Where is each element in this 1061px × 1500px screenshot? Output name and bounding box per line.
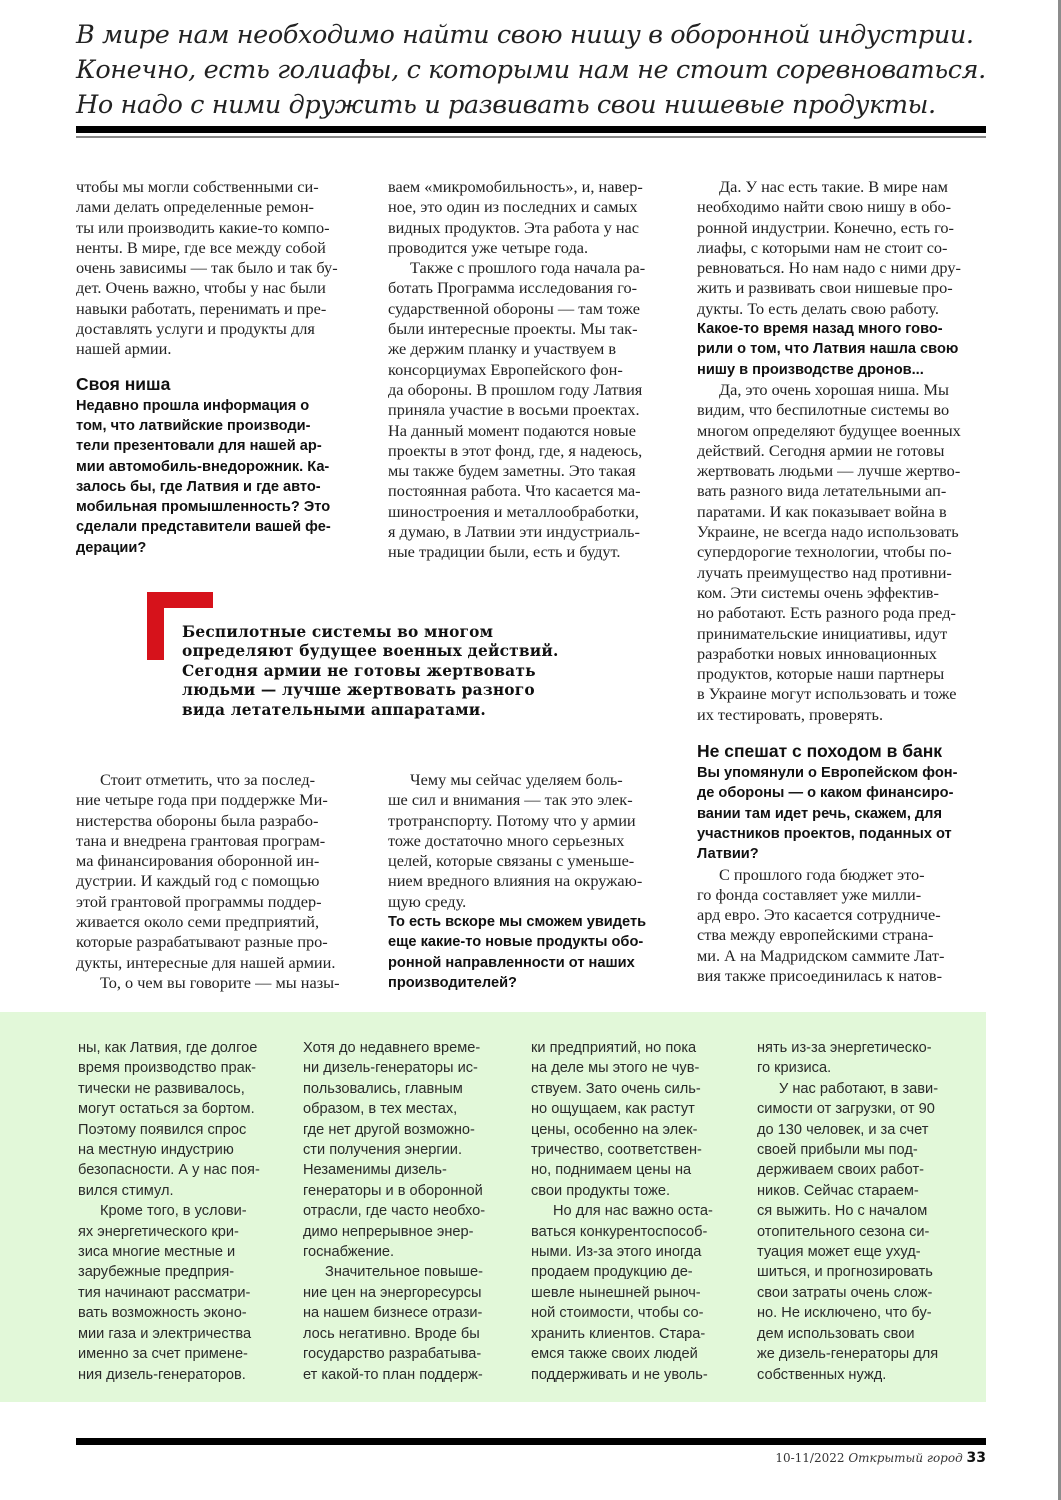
column-2-top — [388, 177, 678, 563]
sidebar-column-3 — [531, 1038, 741, 1385]
text-line: туация может еще ухуд- — [757, 1244, 921, 1261]
text-line: государство разрабатыва- — [303, 1346, 482, 1363]
text-line: нишу в производстве дронов... — [697, 361, 924, 378]
text-line: Также с прошлого года начала ра- — [410, 258, 646, 278]
page-number: 33 — [966, 1450, 986, 1466]
text-line: жить и развивать свои нишевые про- — [697, 278, 953, 298]
text-line: ваться конкурентоспособ- — [531, 1223, 708, 1240]
column-1-bottom — [76, 770, 366, 993]
sidebar-column-2 — [303, 1038, 513, 1385]
text-line: ными. Из-за этого иногда — [531, 1244, 702, 1261]
text-line: свои затраты очень слож- — [757, 1284, 933, 1301]
text-line: Хотя до недавнего време- — [303, 1040, 481, 1056]
text-line: ше сил и внимания — так это элек- — [388, 790, 633, 810]
paragraph — [697, 380, 989, 725]
text-line: которые разрабатывают разные про- — [76, 932, 328, 952]
text-line: симости от загрузки, от 90 — [757, 1101, 935, 1118]
text-line: тия начинают рассматри- — [78, 1284, 251, 1301]
text-line: ные традиции были, есть и будут. — [388, 542, 621, 562]
text-line: мы также будем заметны. Это такая — [388, 461, 636, 481]
text-line: С прошлого года бюджет это- — [719, 864, 925, 884]
text-line: участников проектов, поданных от — [697, 825, 952, 842]
text-line: ронной направленности от наших — [388, 954, 635, 971]
paragraph — [531, 1201, 741, 1385]
text-line: доставлять услуги и продукты для — [76, 319, 315, 339]
text-line: тана и внедрена грантовая програм- — [76, 830, 326, 850]
text-line: Значительное повыше- — [325, 1264, 483, 1281]
text-line: консорциумах Европейского фон- — [388, 359, 623, 379]
text-line: тротранспорту. Потому что у армии — [388, 810, 636, 830]
footer-rule — [76, 1438, 986, 1445]
paragraph — [757, 1079, 972, 1385]
text-line: ненты. В мире, где все между собой — [76, 237, 326, 257]
text-line: именно за счет примене- — [78, 1346, 248, 1363]
text-line: цены, особенно на элек- — [531, 1121, 698, 1138]
text-line: но работают. Есть разного рода пред- — [697, 603, 956, 623]
pullquote-line: определяют будущее военных действий. — [182, 642, 559, 661]
text-line: необходимо найти свою нишу в обо- — [697, 197, 952, 217]
text-line: ревноваться. Но нам надо с ними дру- — [697, 258, 961, 278]
text-line: лучать преимущество над противни- — [697, 562, 952, 582]
text-line: чтобы мы могли собственными си- — [76, 177, 319, 196]
text-line: вать возможность эконо- — [78, 1305, 247, 1322]
text-line: То есть вскоре мы сможем увидеть — [388, 914, 647, 931]
column-2-bottom — [388, 770, 678, 993]
text-line: ние четыре года при поддержке Ми- — [76, 790, 328, 810]
text-line: на местную индустрию — [78, 1142, 234, 1159]
text-line: шевле нынешней рыноч- — [531, 1284, 701, 1301]
text-line: но ощущаем, как растут — [531, 1101, 695, 1118]
header-quote-line: Но надо с ними дружить и развивать свои нишевые продукты. — [76, 90, 936, 120]
text-line: проводится уже четыре года. — [388, 237, 589, 257]
text-line: том, что латвийские производи- — [76, 417, 311, 434]
header-rule-thin — [76, 136, 986, 138]
text-line: ное, это один из последних и самых — [388, 197, 638, 217]
text-line: еще какие-то новые продукты обо- — [388, 934, 644, 951]
text-line: Вы упомянули о Европейском фон- — [697, 765, 958, 782]
text-line: Латвии? — [697, 846, 759, 863]
pullquote-line: вида летательными аппаратами. — [182, 700, 486, 719]
text-line: пользовались, главным — [303, 1080, 463, 1097]
text-line: ни дизель-генераторы ис- — [303, 1060, 478, 1077]
text-line: ард евро. Это касается сотрудниче- — [697, 905, 941, 925]
text-line: дукты, интересные для нашей армии. — [76, 952, 336, 972]
text-line: ной стоимости, чтобы со- — [531, 1305, 704, 1322]
paragraph — [697, 177, 989, 319]
text-line: залось бы, где Латвия и где авто- — [76, 478, 321, 495]
issue-date: 10-11/2022 — [775, 1451, 845, 1465]
paragraph — [78, 1201, 288, 1385]
text-line: видим, что беспилотные системы во — [697, 400, 950, 420]
text-line: сударственной обороны — там тоже — [388, 298, 641, 318]
text-line: лиафы, с которыми нам не стоит со- — [697, 237, 948, 257]
text-line: постоянная работа. Что касается ма- — [388, 481, 641, 501]
text-line: ников. Сейчас стараем- — [757, 1182, 919, 1199]
text-line: вия также присоединилась к натов- — [697, 965, 943, 985]
interview-question — [697, 763, 989, 864]
subheading-not-rushing-to-bank: Не спешат с походом в банк — [697, 741, 943, 762]
text-line: же дизель-генераторы для — [757, 1346, 939, 1363]
text-line: сделали представители вашей фе- — [76, 519, 331, 536]
text-line: где нет другой возможно- — [303, 1121, 475, 1138]
paragraph — [78, 1038, 288, 1201]
text-line: я думаю, в Латвии эти индустриаль- — [388, 522, 640, 542]
text-line: могут остаться за бортом. — [78, 1101, 255, 1118]
text-line: емся также своих людей — [531, 1346, 698, 1363]
text-line: безопасности. А у нас поя- — [78, 1162, 260, 1179]
text-line: ны, как Латвия, где долгое — [78, 1040, 258, 1056]
text-line: этой грантовой программы поддер- — [76, 891, 322, 911]
text-line: нашей армии. — [76, 339, 172, 359]
pullquote-line: людьми — лучше жертвовать разного — [182, 681, 535, 700]
text-line: разработки новых инновационных — [697, 643, 937, 663]
text-line: до 130 человек, и за счет — [757, 1121, 929, 1138]
column-3 — [697, 177, 989, 986]
paragraph — [757, 1038, 972, 1079]
text-line: щую среду. — [388, 891, 467, 911]
text-line: производителей? — [388, 974, 517, 991]
text-line: продуктов, которые наши партнеры — [697, 664, 945, 684]
pullquote-bracket-icon — [147, 592, 164, 660]
text-line: очень зависимы — так было и так бу- — [76, 258, 338, 278]
text-line: мии газа и электричества — [78, 1325, 252, 1342]
text-line: навыки работать, перенимать и пре- — [76, 298, 327, 318]
pullquote — [182, 623, 622, 720]
text-line: шиностроения и металлообработки, — [388, 501, 639, 521]
text-line: дукты. То есть делать свою работу. — [697, 298, 939, 318]
text-line: жертвовать людьми — лучше жертво- — [697, 461, 961, 481]
text-line: де обороны — о каком финансиро- — [697, 785, 954, 802]
text-line: Недавно прошла информация о — [76, 397, 310, 414]
text-line: сти получения энергии. — [303, 1142, 463, 1159]
text-line: На данный момент подаются новые — [388, 420, 636, 440]
text-line: мии автомобиль-внедорожник. Ка- — [76, 458, 330, 475]
header-rule-thick — [76, 126, 986, 133]
text-line: Да. У нас есть такие. В мире нам — [719, 177, 948, 196]
text-line: Незаменимы дизель- — [303, 1162, 447, 1179]
text-line: Какое-то время назад много гово- — [697, 321, 943, 338]
text-line: тели презентовали для нашей ар- — [76, 438, 322, 455]
text-line: вать разного вида летательными ап- — [697, 481, 947, 501]
text-line: на деле мы этого не чув- — [531, 1060, 700, 1077]
text-line: ботать Программа исследования го- — [388, 278, 638, 298]
text-line: рили о том, что Латвия нашла свою — [697, 341, 959, 358]
text-line: ком. Эти системы очень эффектив- — [697, 582, 939, 602]
text-line: тоже достаточно много серьезных — [388, 830, 625, 850]
text-line: супердорогие технологии, чтобы по- — [697, 542, 952, 562]
interview-question — [76, 396, 366, 558]
text-line: Стоит отметить, что за послед- — [100, 770, 316, 789]
text-line: своей прибыли мы под- — [757, 1142, 918, 1159]
text-line: зарубежные предприя- — [78, 1264, 235, 1281]
text-line: их тестировать, проверять. — [697, 704, 884, 724]
pullquote-line: Беспилотные системы во многом — [182, 623, 494, 641]
text-line: хранить клиентов. Стара- — [531, 1325, 706, 1342]
text-line: были интересные проекты. Мы так- — [388, 319, 638, 339]
text-line: же держим планку и участвуем в — [388, 339, 617, 359]
text-line: Чему мы сейчас уделяем боль- — [410, 770, 623, 789]
text-line: многом определяют будущее военных — [697, 420, 961, 440]
text-line: свои продукты тоже. — [531, 1182, 671, 1199]
text-line: ми. А на Мадридском саммите Лат- — [697, 945, 945, 965]
paragraph — [76, 177, 366, 360]
paragraph — [697, 865, 989, 987]
text-line: приняла участие в восьми проектах. — [388, 400, 640, 420]
text-line: лами делать определенные ремон- — [76, 197, 314, 217]
text-line: в Украине могут использовать и тоже — [697, 684, 957, 704]
interview-question — [388, 912, 678, 993]
text-line: дет. Очень важно, чтобы у нас были — [76, 278, 326, 298]
interview-question — [697, 319, 989, 380]
header-quote — [76, 18, 986, 123]
text-line: ствуем. Зато очень силь- — [531, 1080, 701, 1097]
text-line: живается около семи предприятий, — [76, 912, 320, 932]
header-quote-line: В мире нам необходимо найти свою нишу в оборонной индустрии. — [76, 20, 974, 50]
text-line: Поэтому появился спрос — [78, 1121, 247, 1138]
text-line: поддерживать и не уволь- — [531, 1366, 708, 1383]
text-line: лось негативно. Вроде бы — [303, 1325, 480, 1342]
text-line: тически не развивалось, — [78, 1080, 245, 1097]
text-line: мобильная промышленность? Это — [76, 499, 331, 516]
text-line: госнабжение. — [303, 1244, 395, 1261]
paragraph — [76, 973, 366, 993]
text-line: паратами. И как показывает война в — [697, 501, 947, 521]
text-line: отопительного сезона си- — [757, 1223, 930, 1240]
text-line: шиться, и прогнозировать — [757, 1264, 933, 1281]
text-line: ства между европейскими страна- — [697, 925, 934, 945]
text-line: То, о чем вы говорите — мы назы- — [100, 972, 340, 992]
paragraph — [531, 1038, 741, 1201]
text-line: го кризиса. — [757, 1060, 832, 1077]
text-line: отрасли, где часто необхо- — [303, 1203, 486, 1220]
text-line: ма финансирования оборонной ин- — [76, 851, 320, 871]
text-line: ния дизель-генераторов. — [78, 1366, 246, 1383]
text-line: но. Не исключено, что бу- — [757, 1305, 932, 1322]
text-line: ях энергетического кри- — [78, 1223, 239, 1240]
text-line: видных продуктов. Эта работа у нас — [388, 217, 639, 237]
text-line: вился стимул. — [78, 1182, 174, 1199]
subheading-own-niche: Своя ниша — [76, 373, 171, 394]
text-line: продаем продукцию де- — [531, 1264, 693, 1281]
text-line: Да, это очень хорошая ниша. Мы — [719, 379, 949, 399]
text-line: ет какой-то план поддерж- — [303, 1366, 483, 1383]
text-line: нистерства обороны была разрабо- — [76, 810, 319, 830]
text-line: на нашем бизнесе отрази- — [303, 1305, 483, 1322]
text-line: проекты в этот фонд, где, я надеюсь, — [388, 440, 643, 460]
text-line: ся выжить. Но с началом — [757, 1203, 928, 1220]
text-line: димо непрерывное энер- — [303, 1223, 474, 1240]
text-line: ты или производить какие-то компо- — [76, 217, 330, 237]
text-line: нять из-за энергетическо- — [757, 1040, 932, 1056]
column-1-top — [76, 177, 366, 558]
text-line: держиваем своих работ- — [757, 1162, 925, 1179]
text-line: принимательские инициативы, идут — [697, 623, 948, 643]
paragraph — [388, 177, 678, 258]
text-line: го фонда составляет уже милли- — [697, 884, 922, 904]
text-line: дустрии. И каждый год с помощью — [76, 871, 320, 891]
text-line: Кроме того, в услови- — [100, 1203, 247, 1220]
text-line: целей, которые связаны с уменьше- — [388, 851, 635, 871]
sidebar-column-4 — [757, 1038, 972, 1385]
text-line: ваем «микромобильность», и, навер- — [388, 177, 643, 196]
text-line: время производство прак- — [78, 1060, 256, 1077]
text-line: да обороны. В прошлом году Латвия — [388, 379, 643, 399]
text-line: вании там идет речь, скажем, для — [697, 805, 942, 822]
text-line: нием вредного влияния на окружаю- — [388, 871, 643, 891]
paragraph — [303, 1262, 513, 1384]
sidebar-column-1 — [78, 1038, 288, 1385]
text-line: Украине, не всегда надо использовать — [697, 522, 959, 542]
text-line: тричество, соответствен- — [531, 1142, 702, 1159]
text-line: дем использовать свои — [757, 1325, 915, 1342]
text-line: но, поднимаем цены на — [531, 1162, 692, 1179]
paragraph — [76, 770, 366, 973]
text-line: ние цен на энергоресурсы — [303, 1284, 482, 1301]
text-line: ки предприятий, но пока — [531, 1040, 697, 1056]
text-line: образом, в тех местах, — [303, 1101, 458, 1118]
text-line: У нас работают, в зави- — [779, 1080, 939, 1097]
text-line: собственных нужд. — [757, 1366, 887, 1383]
text-line: дерации? — [76, 539, 147, 556]
paragraph — [388, 770, 678, 912]
magazine-title: Открытый город — [848, 1451, 963, 1465]
text-line: действий. Сегодня армии не готовы — [697, 440, 945, 460]
header-quote-line: Конечно, есть голиафы, с которыми нам не стоит соревноваться. — [76, 55, 986, 85]
text-line: Но для нас важно оста- — [553, 1203, 713, 1220]
page-footer — [775, 1450, 986, 1466]
paragraph — [388, 258, 678, 562]
paragraph — [303, 1038, 513, 1262]
text-line: ронной индустрии. Конечно, есть го- — [697, 217, 954, 237]
text-line: генераторы и в оборонной — [303, 1182, 483, 1199]
text-line: зиса многие местные и — [78, 1244, 236, 1261]
pullquote-line: Сегодня армии не готовы жертвовать — [182, 661, 536, 680]
